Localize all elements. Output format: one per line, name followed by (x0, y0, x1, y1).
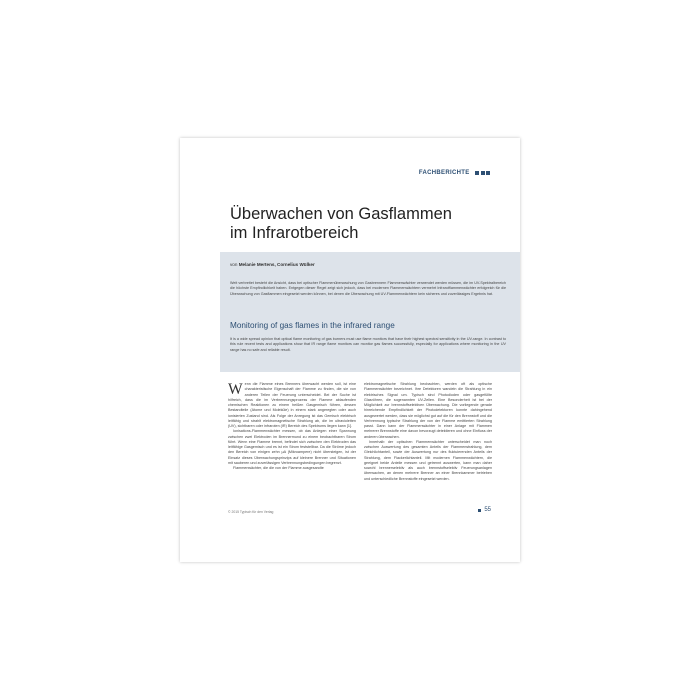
english-title: Monitoring of gas flames in the infrared range (230, 321, 395, 330)
journal-page (180, 138, 520, 562)
section-label-text: FACHBERICHTE (418, 170, 470, 176)
abstract-english: It is a wide spread opinion that optical flame monitoring of gas burners must use flame monitors that have their highest spectral sensitivity in the UV-range. In contrast to this rule recent tests and applications show that IR range flame monitors can monitor gas flames successfully, especially for applications where monitoring in the UV range has no safe and reliable result. (230, 337, 506, 352)
body-paragraph: Wenn die Flamme eines Brenners überwacht werden soll, ist eine charakteristische Eigenschaft der Flamme zu finden, die sie von anderen Teilen der Feuerung unterscheidet. Bei der Suche ist hilfreich, dass die im Verbrennungsprozess der Flamme ablaufenden chemischen Reaktionen zu einem heißen Gasgemisch führen, dessen Bestandteile (Atome und Moleküle) in einem stark angeregten oder auch ionisierten Zustand sind. Als Folge der Anregung ist das Gemisch elektrisch leitfähig und strahlt elektromagnetische Strahlung ab, die im ultravioletten (UV), sichtbaren oder infraroten (IR) Bereich des Spektrums liegen kann [1]. (228, 381, 356, 428)
article-title (230, 205, 500, 243)
page-number: 55 (484, 507, 491, 513)
authors-prefix: von (230, 262, 238, 267)
abstract-german: Weit verbreitet besteht die Ansicht, dass bei optischer Flammenüberwachung von Gasbrennern Flammenwächter verwendet werden müssen, die im UV-Spektralbereich die höchste Empfindlichkeit haben. Entgegen dieser Regel zeigt sich jedoch, dass bei modernen Flammenwächtern vermehrt Infrarotflammenwächter erfolgreich für die Überwachung von Gasflammen eingesetzt werden können, bei denen die Überwachung mit UV-Flammenwächtern kein sicheres und zuverlässiges Ergebnis hat. (230, 281, 506, 296)
body-paragraph: Innerhalb der optischen Flammenwächter unterscheidet man noch zwischen Auswertung des gesamten Anteils der Flammenstrahlung, dem Gleichlichtanteil, sowie der Auswertung nur des fluktuierenden Anteils der Strahlung, dem Flackerlichtanteil. Mit modernen Flammenwächtern, die geeignet beide Anteile messen und getrennt auswerten, kann man daher sowohl brennerselektiv als auch brennstoffselektiv Feuerungsanlagen überwachen, an denen mehrere Brenner an einer Brennkammer betrieben und unterschiedliche Brennstoffe eingesetzt werden. (364, 439, 492, 481)
footer-copyright: © 2015 Typisch für den Verlag (228, 510, 274, 514)
footer-page (478, 507, 491, 513)
body-paragraph: elektromagnetische Strahlung beobachten, werden oft als optische Flammenwächter bezeichnet. Ihre Detektoren wandeln die Strahlung in ein elektrisches Signal um. Typisch sind Photodioden oder gasgefüllte Glasröhren, die sogenannten UV-Zellen. Eine Besonderheit ist bei der Möglichkeit zur brennstoffselektiven Überwachung. Die vorliegende gerade hinreichende Empfindlichkeit der Photodetektoren konnte dahingehend ausgewertet werden, dass sie möglichst gut auf die für den Brennstoff und die Verbrennung typische Strahlung der von der Flamme emittierten Strahlung passt. Dann kann der Flammenwächter in einer Anlage mit Flammen mehrerer Brennstoffe eine davon bevorzugt detektieren und ohne Einfluss der anderen überwachen. (364, 382, 492, 439)
title-line-2: im Infrarotbereich (230, 224, 359, 242)
abstract-box (220, 252, 520, 372)
title-line-1: Überwachen von Gasflammen (230, 205, 452, 223)
page-marker-icon (478, 509, 481, 512)
body-paragraph: Ionisations-Flammenwächter messen, ob das Anlegen einer Spannung zwischen zwei Elektroden im Brennermund zu einem beobachtbaren Strom führt. Wenn eine Flamme brennt, befindet sich zwischen den Elektroden das leitfähige Gasgemisch und es ist ein Strom feststellbar. Da die Ströme jedoch den Bereich von einigen zehn µA (Mikroampere) nicht übersteigen, ist der Einsatz dieses Überwachungsprinzips auf kleinere Brenner und Situationen mit sauberen und zuverlässigen Verbrennungsbedingungen begrenzt. (228, 429, 356, 465)
authors-line (230, 262, 315, 267)
authors-names: Melanie Mertens, Cornelius Wülker (238, 262, 315, 267)
body-paragraph: Flammenwächter, die die von der Flamme ausgesandte (233, 466, 324, 470)
body-column-right (364, 382, 492, 482)
section-squares-icon (474, 171, 491, 175)
body-column-left (228, 382, 356, 471)
drop-cap: W (228, 381, 243, 398)
section-label (419, 170, 490, 176)
